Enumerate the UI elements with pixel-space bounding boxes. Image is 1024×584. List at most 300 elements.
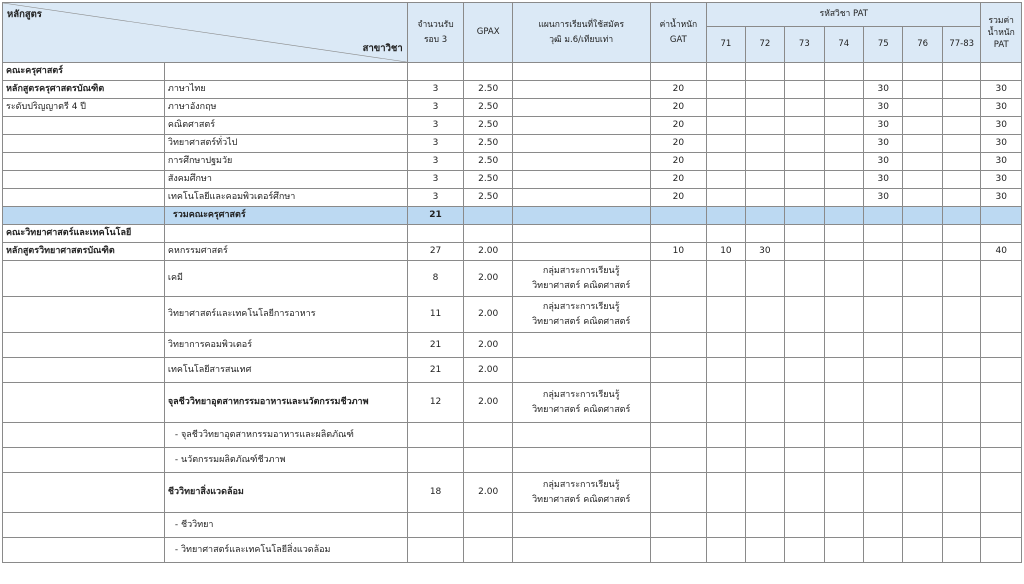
gat-cell (650, 423, 707, 448)
gpax-cell (464, 513, 513, 538)
gat-cell: 20 (650, 117, 707, 135)
pat-cell (942, 63, 981, 81)
program-cell (3, 171, 165, 189)
program-cell (3, 189, 165, 207)
pat-cell (785, 207, 824, 225)
pat-col-header: 76 (903, 27, 942, 63)
pat-cell (707, 81, 745, 99)
pat-cell (707, 261, 745, 297)
pat-cell (745, 225, 784, 243)
pat-cell (824, 448, 863, 473)
program-cell: หลักสูตรครุศาสตรบัณฑิต (3, 81, 165, 99)
intake-cell: 3 (407, 117, 464, 135)
intake-cell: 27 (407, 243, 464, 261)
pat-cell (903, 358, 942, 383)
pat-cell (745, 513, 784, 538)
program-cell: คณะวิทยาศาสตร์และเทคโนโลยี (3, 225, 165, 243)
program-header: หลักสูตร (7, 9, 42, 20)
total-weight-header: รวมค่า น้ำหนัก PAT (981, 3, 1022, 63)
total-weight-cell (981, 225, 1022, 243)
total-weight-cell: 30 (981, 171, 1022, 189)
pat-cell (903, 261, 942, 297)
plan-cell: กลุ่มสาระการเรียนรู้ วิทยาศาสตร์ คณิตศาสตร์ (512, 261, 650, 297)
pat-cell (785, 243, 824, 261)
pat-col-header: 74 (824, 27, 863, 63)
pat-cell (785, 117, 824, 135)
pat-cell (824, 63, 863, 81)
gpax-cell (464, 207, 513, 225)
pat-cell (942, 358, 981, 383)
total-weight-cell: 30 (981, 99, 1022, 117)
pat-cell (942, 423, 981, 448)
pat-cell (785, 153, 824, 171)
intake-cell: 21 (407, 333, 464, 358)
total-weight-cell (981, 423, 1022, 448)
pat-cell (942, 297, 981, 333)
gpax-cell: 2.50 (464, 171, 513, 189)
pat-cell: 30 (864, 135, 903, 153)
plan-cell: กลุ่มสาระการเรียนรู้ วิทยาศาสตร์ คณิตศาสตร์ (512, 297, 650, 333)
table-row (3, 383, 1022, 423)
intake-cell: 3 (407, 153, 464, 171)
plan-cell (512, 538, 650, 563)
major-cell: - วิทยาศาสตร์และเทคโนโลยีสิ่งแวดล้อม (164, 538, 407, 563)
table-row (3, 171, 1022, 189)
plan-cell (512, 513, 650, 538)
plan-cell (512, 153, 650, 171)
pat-cell (707, 63, 745, 81)
major-cell: สังคมศึกษา (164, 171, 407, 189)
pat-cell (707, 171, 745, 189)
plan-cell (512, 63, 650, 81)
pat-cell (942, 99, 981, 117)
plan-header: แผนการเรียนที่ใช้สมัคร วุฒิ ม.6/เทียบเท่า (512, 3, 650, 63)
pat-cell (824, 538, 863, 563)
plan-cell (512, 207, 650, 225)
total-weight-cell (981, 333, 1022, 358)
intake-cell: 3 (407, 99, 464, 117)
pat-col-header: 77-83 (942, 27, 981, 63)
pat-cell (785, 423, 824, 448)
pat-cell (903, 189, 942, 207)
pat-cell: 10 (707, 243, 745, 261)
total-weight-cell: 40 (981, 243, 1022, 261)
major-cell (164, 63, 407, 81)
pat-cell (785, 297, 824, 333)
pat-cell (824, 207, 863, 225)
pat-cell: 30 (864, 171, 903, 189)
plan-cell (512, 448, 650, 473)
program-cell: คณะครุศาสตร์ (3, 63, 165, 81)
major-cell: เทคโนโลยีและคอมพิวเตอร์ศึกษา (164, 189, 407, 207)
pat-cell: 30 (864, 117, 903, 135)
intake-cell (407, 513, 464, 538)
gpax-cell (464, 423, 513, 448)
pat-cell (707, 513, 745, 538)
pat-cell (707, 333, 745, 358)
pat-cell (942, 225, 981, 243)
table-row (3, 225, 1022, 243)
gat-cell (650, 225, 707, 243)
program-cell (3, 538, 165, 563)
gpax-cell: 2.50 (464, 189, 513, 207)
gat-cell: 20 (650, 189, 707, 207)
program-cell (3, 117, 165, 135)
major-cell: - ชีววิทยา (164, 513, 407, 538)
major-cell: วิทยาการคอมพิวเตอร์ (164, 333, 407, 358)
pat-cell (942, 189, 981, 207)
major-cell: จุลชีววิทยาอุตสาหกรรมอาหารและนวัตกรรมชีวภาพ (164, 383, 407, 423)
pat-cell (785, 63, 824, 81)
plan-cell (512, 171, 650, 189)
intake-cell: 3 (407, 189, 464, 207)
program-major-header (3, 3, 408, 63)
total-weight-cell (981, 538, 1022, 563)
plan-cell (512, 243, 650, 261)
pat-cell (942, 538, 981, 563)
program-cell (3, 423, 165, 448)
intake-cell: 3 (407, 135, 464, 153)
pat-cell (785, 473, 824, 513)
plan-cell (512, 358, 650, 383)
intake-cell: 21 (407, 358, 464, 383)
plan-cell (512, 81, 650, 99)
table-row (3, 423, 1022, 448)
gpax-cell: 2.50 (464, 153, 513, 171)
pat-cell (942, 207, 981, 225)
pat-cell (824, 358, 863, 383)
total-weight-cell (981, 383, 1022, 423)
program-cell (3, 207, 165, 225)
gat-cell (650, 261, 707, 297)
gpax-cell (464, 225, 513, 243)
total-weight-cell (981, 358, 1022, 383)
pat-cell (824, 81, 863, 99)
pat-cell (824, 473, 863, 513)
pat-cell (942, 81, 981, 99)
plan-cell (512, 333, 650, 358)
table-row (3, 135, 1022, 153)
major-cell: ภาษาอังกฤษ (164, 99, 407, 117)
pat-cell (745, 261, 784, 297)
table-row (3, 297, 1022, 333)
pat-cell (942, 243, 981, 261)
pat-cell (745, 171, 784, 189)
major-cell: เทคโนโลยีสารสนเทศ (164, 358, 407, 383)
major-cell: ชีววิทยาสิ่งแวดล้อม (164, 473, 407, 513)
major-cell: เคมี (164, 261, 407, 297)
pat-cell (824, 135, 863, 153)
pat-cell (903, 99, 942, 117)
pat-cell (942, 261, 981, 297)
table-row (3, 81, 1022, 99)
pat-cell (864, 423, 903, 448)
pat-cell (824, 189, 863, 207)
pat-cell (864, 448, 903, 473)
program-cell (3, 297, 165, 333)
pat-cell (903, 538, 942, 563)
gpax-cell: 2.50 (464, 99, 513, 117)
major-cell: คหกรรมศาสตร์ (164, 243, 407, 261)
pat-cell (903, 63, 942, 81)
pat-cell (785, 261, 824, 297)
pat-cell (707, 473, 745, 513)
total-weight-cell: 30 (981, 135, 1022, 153)
table-row (3, 117, 1022, 135)
table-row (3, 243, 1022, 261)
pat-cell (942, 171, 981, 189)
plan-cell (512, 117, 650, 135)
pat-cell (942, 333, 981, 358)
pat-cell (903, 383, 942, 423)
gat-cell (650, 383, 707, 423)
pat-cell (824, 171, 863, 189)
pat-cell (707, 538, 745, 563)
program-cell: หลักสูตรวิทยาศาสตรบัณฑิต (3, 243, 165, 261)
pat-cell: 30 (864, 153, 903, 171)
pat-cell (864, 473, 903, 513)
pat-col-header: 73 (785, 27, 824, 63)
pat-cell (745, 81, 784, 99)
intake-header: จำนวนรับ รอบ 3 (407, 3, 464, 63)
pat-cell (864, 63, 903, 81)
gpax-cell: 2.00 (464, 383, 513, 423)
pat-cell (824, 225, 863, 243)
major-cell: - นวัตกรรมผลิตภัณฑ์ชีวภาพ (164, 448, 407, 473)
gat-cell (650, 473, 707, 513)
pat-cell (707, 383, 745, 423)
pat-cell (864, 225, 903, 243)
pat-cell (785, 513, 824, 538)
gat-cell (650, 358, 707, 383)
table-row (3, 473, 1022, 513)
pat-cell (745, 297, 784, 333)
pat-cell (942, 448, 981, 473)
pat-cell: 30 (864, 81, 903, 99)
gpax-cell: 2.00 (464, 333, 513, 358)
gpax-cell: 2.00 (464, 473, 513, 513)
pat-cell (824, 383, 863, 423)
pat-cell (745, 423, 784, 448)
pat-cell (745, 448, 784, 473)
total-weight-cell (981, 63, 1022, 81)
pat-cell (785, 135, 824, 153)
program-cell (3, 383, 165, 423)
gpax-cell (464, 448, 513, 473)
pat-cell (785, 189, 824, 207)
table-row (3, 261, 1022, 297)
pat-cell (903, 448, 942, 473)
plan-cell (512, 189, 650, 207)
major-cell: การศึกษาปฐมวัย (164, 153, 407, 171)
gat-cell (650, 207, 707, 225)
pat-cell (903, 225, 942, 243)
gat-cell: 20 (650, 153, 707, 171)
pat-cell (745, 117, 784, 135)
pat-cell (903, 117, 942, 135)
pat-cell (707, 153, 745, 171)
gat-cell: 20 (650, 99, 707, 117)
total-weight-cell (981, 513, 1022, 538)
gpax-cell (464, 538, 513, 563)
pat-cell (785, 538, 824, 563)
total-weight-cell: 30 (981, 153, 1022, 171)
pat-cell (785, 333, 824, 358)
plan-cell: กลุ่มสาระการเรียนรู้ วิทยาศาสตร์ คณิตศาสตร์ (512, 473, 650, 513)
plan-cell (512, 135, 650, 153)
intake-cell: 11 (407, 297, 464, 333)
major-cell: - จุลชีววิทยาอุตสาหกรรมอาหารและผลิตภัณฑ์ (164, 423, 407, 448)
pat-cell (864, 538, 903, 563)
pat-cell: 30 (864, 189, 903, 207)
intake-cell: 3 (407, 171, 464, 189)
pat-cell (824, 243, 863, 261)
intake-cell: 18 (407, 473, 464, 513)
gpax-header: GPAX (464, 3, 513, 63)
gpax-cell: 2.50 (464, 135, 513, 153)
pat-cell (824, 153, 863, 171)
pat-cell (745, 63, 784, 81)
intake-cell (407, 448, 464, 473)
pat-cell (942, 153, 981, 171)
pat-cell (785, 171, 824, 189)
plan-cell (512, 225, 650, 243)
table-row (3, 333, 1022, 358)
pat-cell (864, 243, 903, 261)
pat-cell (824, 423, 863, 448)
pat-cell (903, 135, 942, 153)
pat-cell (707, 207, 745, 225)
table-row (3, 99, 1022, 117)
pat-cell (745, 153, 784, 171)
program-cell (3, 153, 165, 171)
intake-cell: 8 (407, 261, 464, 297)
program-cell (3, 473, 165, 513)
gat-cell (650, 448, 707, 473)
pat-cell (864, 333, 903, 358)
gat-cell (650, 513, 707, 538)
pat-cell (824, 117, 863, 135)
major-cell: รวมคณะครุศาสตร์ (164, 207, 407, 225)
gat-cell: 20 (650, 171, 707, 189)
total-weight-cell (981, 261, 1022, 297)
pat-cell (785, 225, 824, 243)
program-cell (3, 261, 165, 297)
pat-code-header: รหัสวิชา PAT (707, 3, 981, 27)
major-header: สาขาวิชา (362, 43, 403, 54)
pat-cell (785, 81, 824, 99)
gat-cell (650, 538, 707, 563)
pat-cell (864, 297, 903, 333)
pat-cell (745, 473, 784, 513)
pat-col-header: 71 (707, 27, 745, 63)
major-cell (164, 225, 407, 243)
pat-cell (864, 207, 903, 225)
pat-cell (824, 261, 863, 297)
gat-cell (650, 63, 707, 81)
pat-cell (785, 448, 824, 473)
major-cell: วิทยาศาสตร์ทั่วไป (164, 135, 407, 153)
intake-cell (407, 423, 464, 448)
gpax-cell: 2.00 (464, 243, 513, 261)
pat-cell (745, 189, 784, 207)
pat-cell (745, 99, 784, 117)
gpax-cell: 2.00 (464, 358, 513, 383)
pat-cell (824, 297, 863, 333)
pat-cell (824, 99, 863, 117)
pat-cell (745, 135, 784, 153)
table-row (3, 207, 1022, 225)
pat-cell (903, 333, 942, 358)
pat-cell (942, 383, 981, 423)
pat-cell (903, 513, 942, 538)
total-weight-cell: 30 (981, 81, 1022, 99)
intake-cell: 21 (407, 207, 464, 225)
pat-cell (707, 135, 745, 153)
total-weight-cell (981, 473, 1022, 513)
gat-cell: 10 (650, 243, 707, 261)
pat-cell (707, 117, 745, 135)
table-row (3, 538, 1022, 563)
pat-cell (903, 243, 942, 261)
table-row (3, 63, 1022, 81)
gat-cell (650, 297, 707, 333)
plan-cell (512, 423, 650, 448)
table-row (3, 513, 1022, 538)
pat-cell (785, 383, 824, 423)
pat-cell (903, 297, 942, 333)
total-weight-cell: 30 (981, 189, 1022, 207)
pat-cell (707, 225, 745, 243)
pat-cell (864, 261, 903, 297)
pat-cell (745, 538, 784, 563)
pat-cell (942, 473, 981, 513)
pat-cell (903, 171, 942, 189)
pat-cell: 30 (745, 243, 784, 261)
pat-cell (745, 383, 784, 423)
program-cell: ระดับปริญญาตรี 4 ปี (3, 99, 165, 117)
pat-cell (785, 358, 824, 383)
gat-cell: 20 (650, 81, 707, 99)
pat-cell (864, 358, 903, 383)
program-cell (3, 358, 165, 383)
program-cell (3, 448, 165, 473)
total-weight-cell: 30 (981, 117, 1022, 135)
plan-cell: กลุ่มสาระการเรียนรู้ วิทยาศาสตร์ คณิตศาสตร์ (512, 383, 650, 423)
table-row (3, 189, 1022, 207)
gat-cell (650, 333, 707, 358)
pat-cell (745, 333, 784, 358)
intake-cell (407, 225, 464, 243)
pat-cell (707, 448, 745, 473)
pat-cell (707, 423, 745, 448)
intake-cell: 3 (407, 81, 464, 99)
program-cell (3, 513, 165, 538)
pat-cell (824, 513, 863, 538)
pat-cell (903, 81, 942, 99)
gpax-cell: 2.50 (464, 81, 513, 99)
table-row (3, 358, 1022, 383)
pat-cell (707, 99, 745, 117)
major-cell: ภาษาไทย (164, 81, 407, 99)
major-cell: วิทยาศาสตร์และเทคโนโลยีการอาหาร (164, 297, 407, 333)
admission-table (2, 2, 1022, 563)
pat-cell (903, 207, 942, 225)
pat-cell (745, 358, 784, 383)
pat-col-header: 75 (864, 27, 903, 63)
pat-cell (824, 333, 863, 358)
table-row (3, 448, 1022, 473)
